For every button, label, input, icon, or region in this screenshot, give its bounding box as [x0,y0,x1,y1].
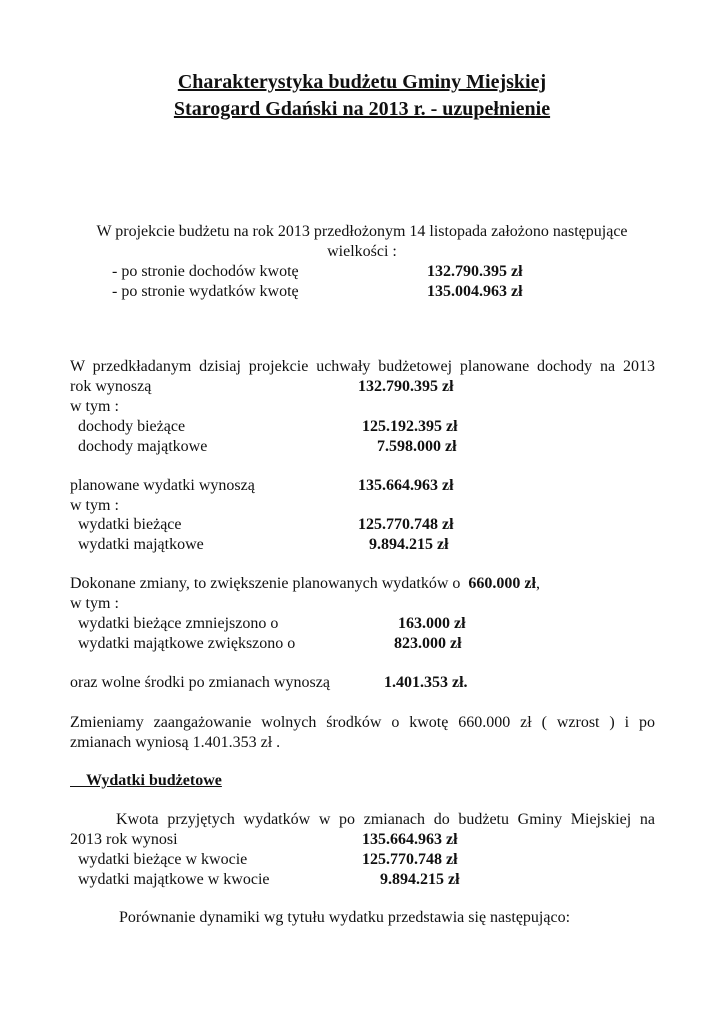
property-expense-value: 9.894.215 zł [369,536,449,553]
changes-summary [70,574,540,594]
changes-increase-value: 823.000 zł [394,635,462,652]
projection-revenue-label: - po stronie dochodów kwotę [112,263,299,280]
free-funds-value: 1.401.353 zł. [384,674,468,691]
document-title-line2: Starogard Gdański na 2013 r. - uzupełnienie [173,98,551,120]
free-funds-label: oraz wolne środki po zmianach wynoszą [70,674,330,691]
current-expense-label: wydatki bieżące [78,516,182,533]
current-revenue-total: 132.790.395 zł [358,378,454,395]
expenses-current-label: wydatki bieżące w kwocie [78,851,248,868]
projection-revenue-value: 132.790.395 zł [427,263,523,280]
expenses-heading [70,771,222,791]
current-para-line1: W przedkładanym dzisiaj projekcie uchwały budżetowej planowane dochody na 2013 [70,358,655,375]
property-expense-label: wydatki majątkowe [78,536,204,553]
changes-summary-label: Dokonane zmiany, to zwiększenie planowanych wydatków o [70,575,461,592]
changes-summary-value: 660.000 zł [468,575,536,592]
changes-increase-label: wydatki majątkowe zwiększono o [78,635,296,652]
projection-expense-value: 135.004.963 zł [427,283,523,300]
document-title-line1: Charakterystyka budżetu Gminy Miejskiej [177,71,547,93]
expenses-heading-text: Wydatki budżetowe [86,772,222,789]
planned-expense-label: planowane wydatki wynoszą [70,477,255,494]
changes-decrease-value: 163.000 zł [398,615,466,632]
comparison-line: Porównanie dynamiki wg tytułu wydatku przedstawia się następująco: [119,909,571,926]
current-in-that-2: w tym : [70,497,119,514]
expenses-property-value: 9.894.215 zł [380,871,460,888]
expenses-para-line2: 2013 rok wynosi [70,831,178,848]
planned-expense-value: 135.664.963 zł [358,477,454,494]
property-revenue-value: 7.598.000 zł [377,438,457,455]
changes-in-that: w tym : [70,595,119,612]
projection-intro-line1: W projekcie budżetu na rok 2013 przedłożonym 14 listopada założono następujące [96,223,628,240]
current-revenue-label: dochody bieżące [78,418,186,435]
changes-summary-suffix: , [535,575,540,592]
engagement-line2: zmianach wyniosą 1.401.353 zł . [70,734,281,751]
expenses-current-value: 125.770.748 zł [362,851,458,868]
property-revenue-label: dochody majątkowe [78,438,208,455]
expenses-para-line1: Kwota przyjętych wydatków w po zmianach do budżetu Gminy Miejskiej na [116,811,655,828]
engagement-line1: Zmieniamy zaangażowanie wolnych środków o kwotę 660.000 zł ( wzrost ) i po [70,714,655,731]
expenses-property-label: wydatki majątkowe w kwocie [78,871,270,888]
changes-decrease-label: wydatki bieżące zmniejszono o [78,615,279,632]
projection-intro-line2: wielkości : [327,243,397,260]
current-revenue-value: 125.192.395 zł [362,418,458,435]
current-para-line2: rok wynoszą [70,378,152,395]
projection-expense-label: - po stronie wydatków kwotę [112,283,299,300]
current-expense-value: 125.770.748 zł [358,516,454,533]
current-in-that-1: w tym : [70,398,119,415]
expenses-total-value: 135.664.963 zł [362,831,458,848]
